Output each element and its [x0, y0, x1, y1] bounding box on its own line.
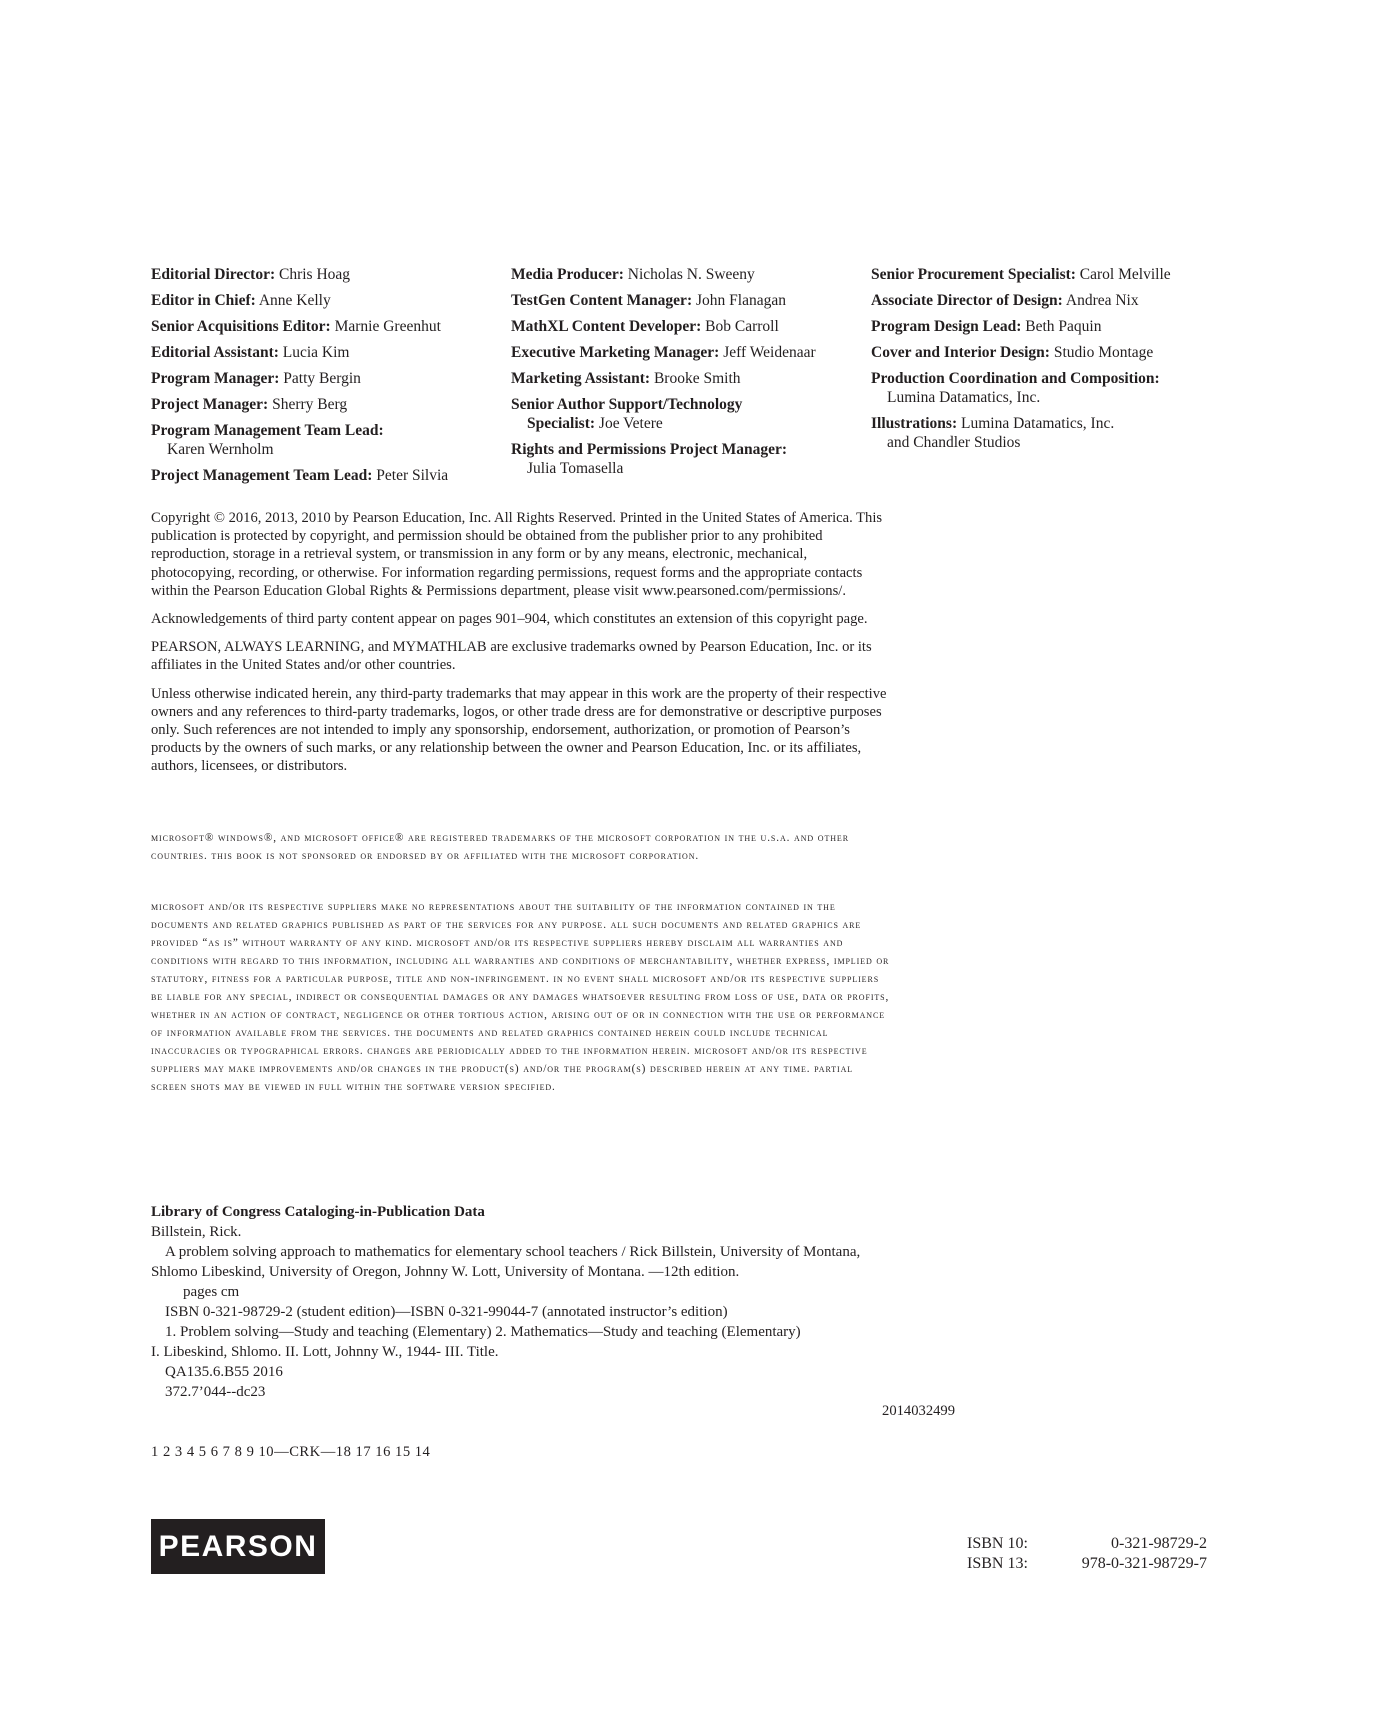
credit-entry	[511, 265, 871, 284]
cip-heading: Library of Congress Cataloging-in-Publication Data	[151, 1204, 485, 1220]
isbn-10-label: ISBN 10:	[967, 1535, 1028, 1552]
credit-role: Executive Marketing Manager:	[511, 344, 720, 361]
credit-name: Julia Tomasella	[527, 460, 624, 477]
credit-name: Brooke Smith	[653, 370, 741, 387]
credit-name: Andrea Nix	[1065, 292, 1139, 309]
credit-role: Senior Procurement Specialist:	[871, 266, 1076, 283]
credit-name: Joe Vetere	[598, 415, 663, 432]
cip-author: Billstein, Rick.	[151, 1224, 242, 1240]
legal-notices	[151, 509, 891, 786]
credits-column-3	[871, 265, 1231, 492]
credit-entry	[151, 466, 511, 485]
credit-name: Studio Montage	[1053, 344, 1154, 361]
microsoft-disclaimer: microsoft and/or its respective suppliers make no representations about the suitability of the information contained in the documents and related graphics published as part of the services for any purpose. all such documents and related graphics are provided “as is” without warranty of any kind. microsoft and/or its respective suppliers hereby disclaim all warranties and conditions with regard to this information, including all warranties and conditions of merchantability, whether express, implied or statutory, fitness for a particular purpose, title and non-infringement. in no event shall microsoft and/or its respective suppliers be liable for any special, indirect or consequential damages or any damages whatsoever resulting from loss of use, data or profits, whether in an action of contract, negligence or other tortious action, arising out of or in connection with the use or performance of information available from the services. the documents and related graphics contained herein could include technical inaccuracies or typographical errors. changes are periodically added to the information herein. microsoft and/or its respective suppliers may make improvements and/or changes in the product(s) and/or the program(s) described herein at any time. partial screen shots may be viewed in full within the software version specified.	[151, 901, 890, 1093]
isbn-13-label: ISBN 13:	[967, 1555, 1028, 1572]
credit-entry	[871, 369, 1231, 407]
credit-entry	[151, 317, 511, 336]
credit-name: Bob Carroll	[705, 318, 779, 335]
credit-name: Patty Bergin	[283, 370, 361, 387]
cip-lc-class: QA135.6.B55 2016	[165, 1364, 283, 1380]
credit-entry	[151, 343, 511, 362]
credit-role: Program Manager:	[151, 370, 280, 387]
credit-entry	[511, 395, 871, 433]
cip-dewey: 372.7’044--dc23	[165, 1384, 266, 1400]
credit-role: Program Design Lead:	[871, 318, 1022, 335]
credit-entry	[871, 291, 1231, 310]
credit-entry	[151, 265, 511, 284]
acknowledgements-paragraph: Acknowledgements of third party content appear on pages 901–904, which constitutes an extension of this copyright page.	[151, 611, 868, 628]
trademarks-paragraph: PEARSON, ALWAYS LEARNING, and MYMATHLAB are exclusive trademarks owned by Pearson Education, Inc. or its affiliates in the United States and/or other countries.	[151, 639, 872, 674]
credit-entry	[871, 317, 1231, 336]
credit-name: John Flanagan	[695, 292, 786, 309]
credits-block	[151, 265, 1251, 492]
credit-name: Nicholas N. Sweeny	[627, 266, 755, 283]
credit-entry	[511, 291, 871, 310]
credit-name: Sherry Berg	[272, 396, 348, 413]
credit-name: Carol Melville	[1079, 266, 1171, 283]
credit-role: Editor in Chief:	[151, 292, 256, 309]
cip-isbn-line: ISBN 0-321-98729-2 (student edition)—ISBN 0-321-99044-7 (annotated instructor’s edition)	[165, 1304, 728, 1320]
credit-role: Specialist:	[527, 415, 596, 432]
credit-role: Senior Acquisitions Editor:	[151, 318, 331, 335]
credit-role: Illustrations:	[871, 415, 958, 432]
third-party-paragraph: Unless otherwise indicated herein, any third-party trademarks that may appear in this work are the property of their respective owners and any references to third-party trademarks, logos, or other trade dress are for demonstrative or descriptive purposes only. Such references are not intended to imply any sponsorship, endorsement, authorization, or promotion of Pearson’s products by the owners of such marks, or any relationship between the owner and Pearson Education, Inc. or its affiliates, authors, licensees, or distributors.	[151, 685, 887, 775]
isbn-block	[967, 1534, 1207, 1574]
credit-entry	[151, 291, 511, 310]
isbn-13-row	[967, 1554, 1207, 1574]
credit-name: Lucia Kim	[282, 344, 350, 361]
credit-role: Associate Director of Design:	[871, 292, 1063, 309]
credit-role: Project Manager:	[151, 396, 269, 413]
pearson-logo: PEARSON	[151, 1519, 325, 1574]
credits-column-1	[151, 265, 511, 492]
credit-name: Lumina Datamatics, Inc.	[887, 389, 1041, 406]
credit-name: Jeff Weidenaar	[723, 344, 816, 361]
credit-role: Marketing Assistant:	[511, 370, 651, 387]
credit-name: Beth Paquin	[1025, 318, 1102, 335]
credit-role: Project Management Team Lead:	[151, 467, 373, 484]
isbn-10-row	[967, 1534, 1207, 1554]
credit-entry	[871, 414, 1231, 452]
credit-entry	[511, 343, 871, 362]
credits-column-2	[511, 265, 871, 492]
credit-name: Chris Hoag	[278, 266, 351, 283]
cip-subjects: 1. Problem solving—Study and teaching (Elementary) 2. Mathematics—Study and teaching (Elementary)	[165, 1324, 801, 1340]
credit-role: Editorial Director:	[151, 266, 276, 283]
isbn-13-value: 978-0-321-98729-7	[1081, 1555, 1207, 1572]
credit-entry	[151, 421, 511, 459]
microsoft-trademark-notice: microsoft® windows®, and microsoft office® are registered trademarks of the microsoft corporation in the u.s.a. and other countries. this book is not sponsored or endorsed by or affiliated with the microsoft corporation.	[151, 832, 849, 862]
credit-name: Anne Kelly	[258, 292, 331, 309]
cip-title-line: A problem solving approach to mathematics for elementary school teachers / Rick Billstein, University of Montana,	[165, 1244, 861, 1260]
isbn-10-value: 0-321-98729-2	[1111, 1535, 1207, 1552]
cataloging-data	[151, 1202, 951, 1402]
credit-entry	[511, 317, 871, 336]
credit-role: Production Coordination and Composition:	[871, 370, 1160, 387]
print-line: 1 2 3 4 5 6 7 8 9 10—CRK—18 17 16 15 14	[151, 1444, 431, 1460]
credit-role: Rights and Permissions Project Manager:	[511, 441, 788, 458]
credit-role: TestGen Content Manager:	[511, 292, 693, 309]
credit-entry	[871, 343, 1231, 362]
credit-name: Marnie Greenhut	[334, 318, 441, 335]
credit-entry	[871, 265, 1231, 284]
credit-name: Peter Silvia	[376, 467, 449, 484]
credit-entry	[151, 395, 511, 414]
copyright-paragraph: Copyright © 2016, 2013, 2010 by Pearson Education, Inc. All Rights Reserved. Printed in the United States of America. This publication is protected by copyright, and permission should be obtained from the publisher prior to any prohibited reproduction, storage in a retrieval system, or transmission in any form or by any means, electronic, mechanical, photocopying, recording, or otherwise. For information regarding permissions, request forms and the appropriate contacts within the Pearson Education Global Rights & Permissions department, please visit www.pearsoned.com/permissions/.	[151, 510, 883, 599]
credit-entry	[511, 369, 871, 388]
cip-lccn: 2014032499	[882, 1403, 955, 1419]
credit-role: Senior Author Support/Technology	[511, 396, 743, 413]
credit-name: Karen Wernholm	[167, 441, 274, 458]
credit-role: Program Management Team Lead:	[151, 422, 384, 439]
credit-name: Lumina Datamatics, Inc.	[961, 415, 1115, 432]
credit-name-continued: and Chandler Studios	[887, 434, 1021, 451]
credit-entry	[151, 369, 511, 388]
cip-added-entries: I. Libeskind, Shlomo. II. Lott, Johnny W., 1944- III. Title.	[151, 1344, 499, 1360]
credit-role: Cover and Interior Design:	[871, 344, 1050, 361]
credit-role: Editorial Assistant:	[151, 344, 279, 361]
credit-entry	[511, 440, 871, 478]
credit-role: MathXL Content Developer:	[511, 318, 702, 335]
credit-role: Media Producer:	[511, 266, 624, 283]
credit-role-continued	[511, 414, 871, 433]
cip-pages: pages cm	[183, 1284, 240, 1300]
cip-title-line: Shlomo Libeskind, University of Oregon, Johnny W. Lott, University of Montana. —12th edition.	[151, 1264, 740, 1280]
